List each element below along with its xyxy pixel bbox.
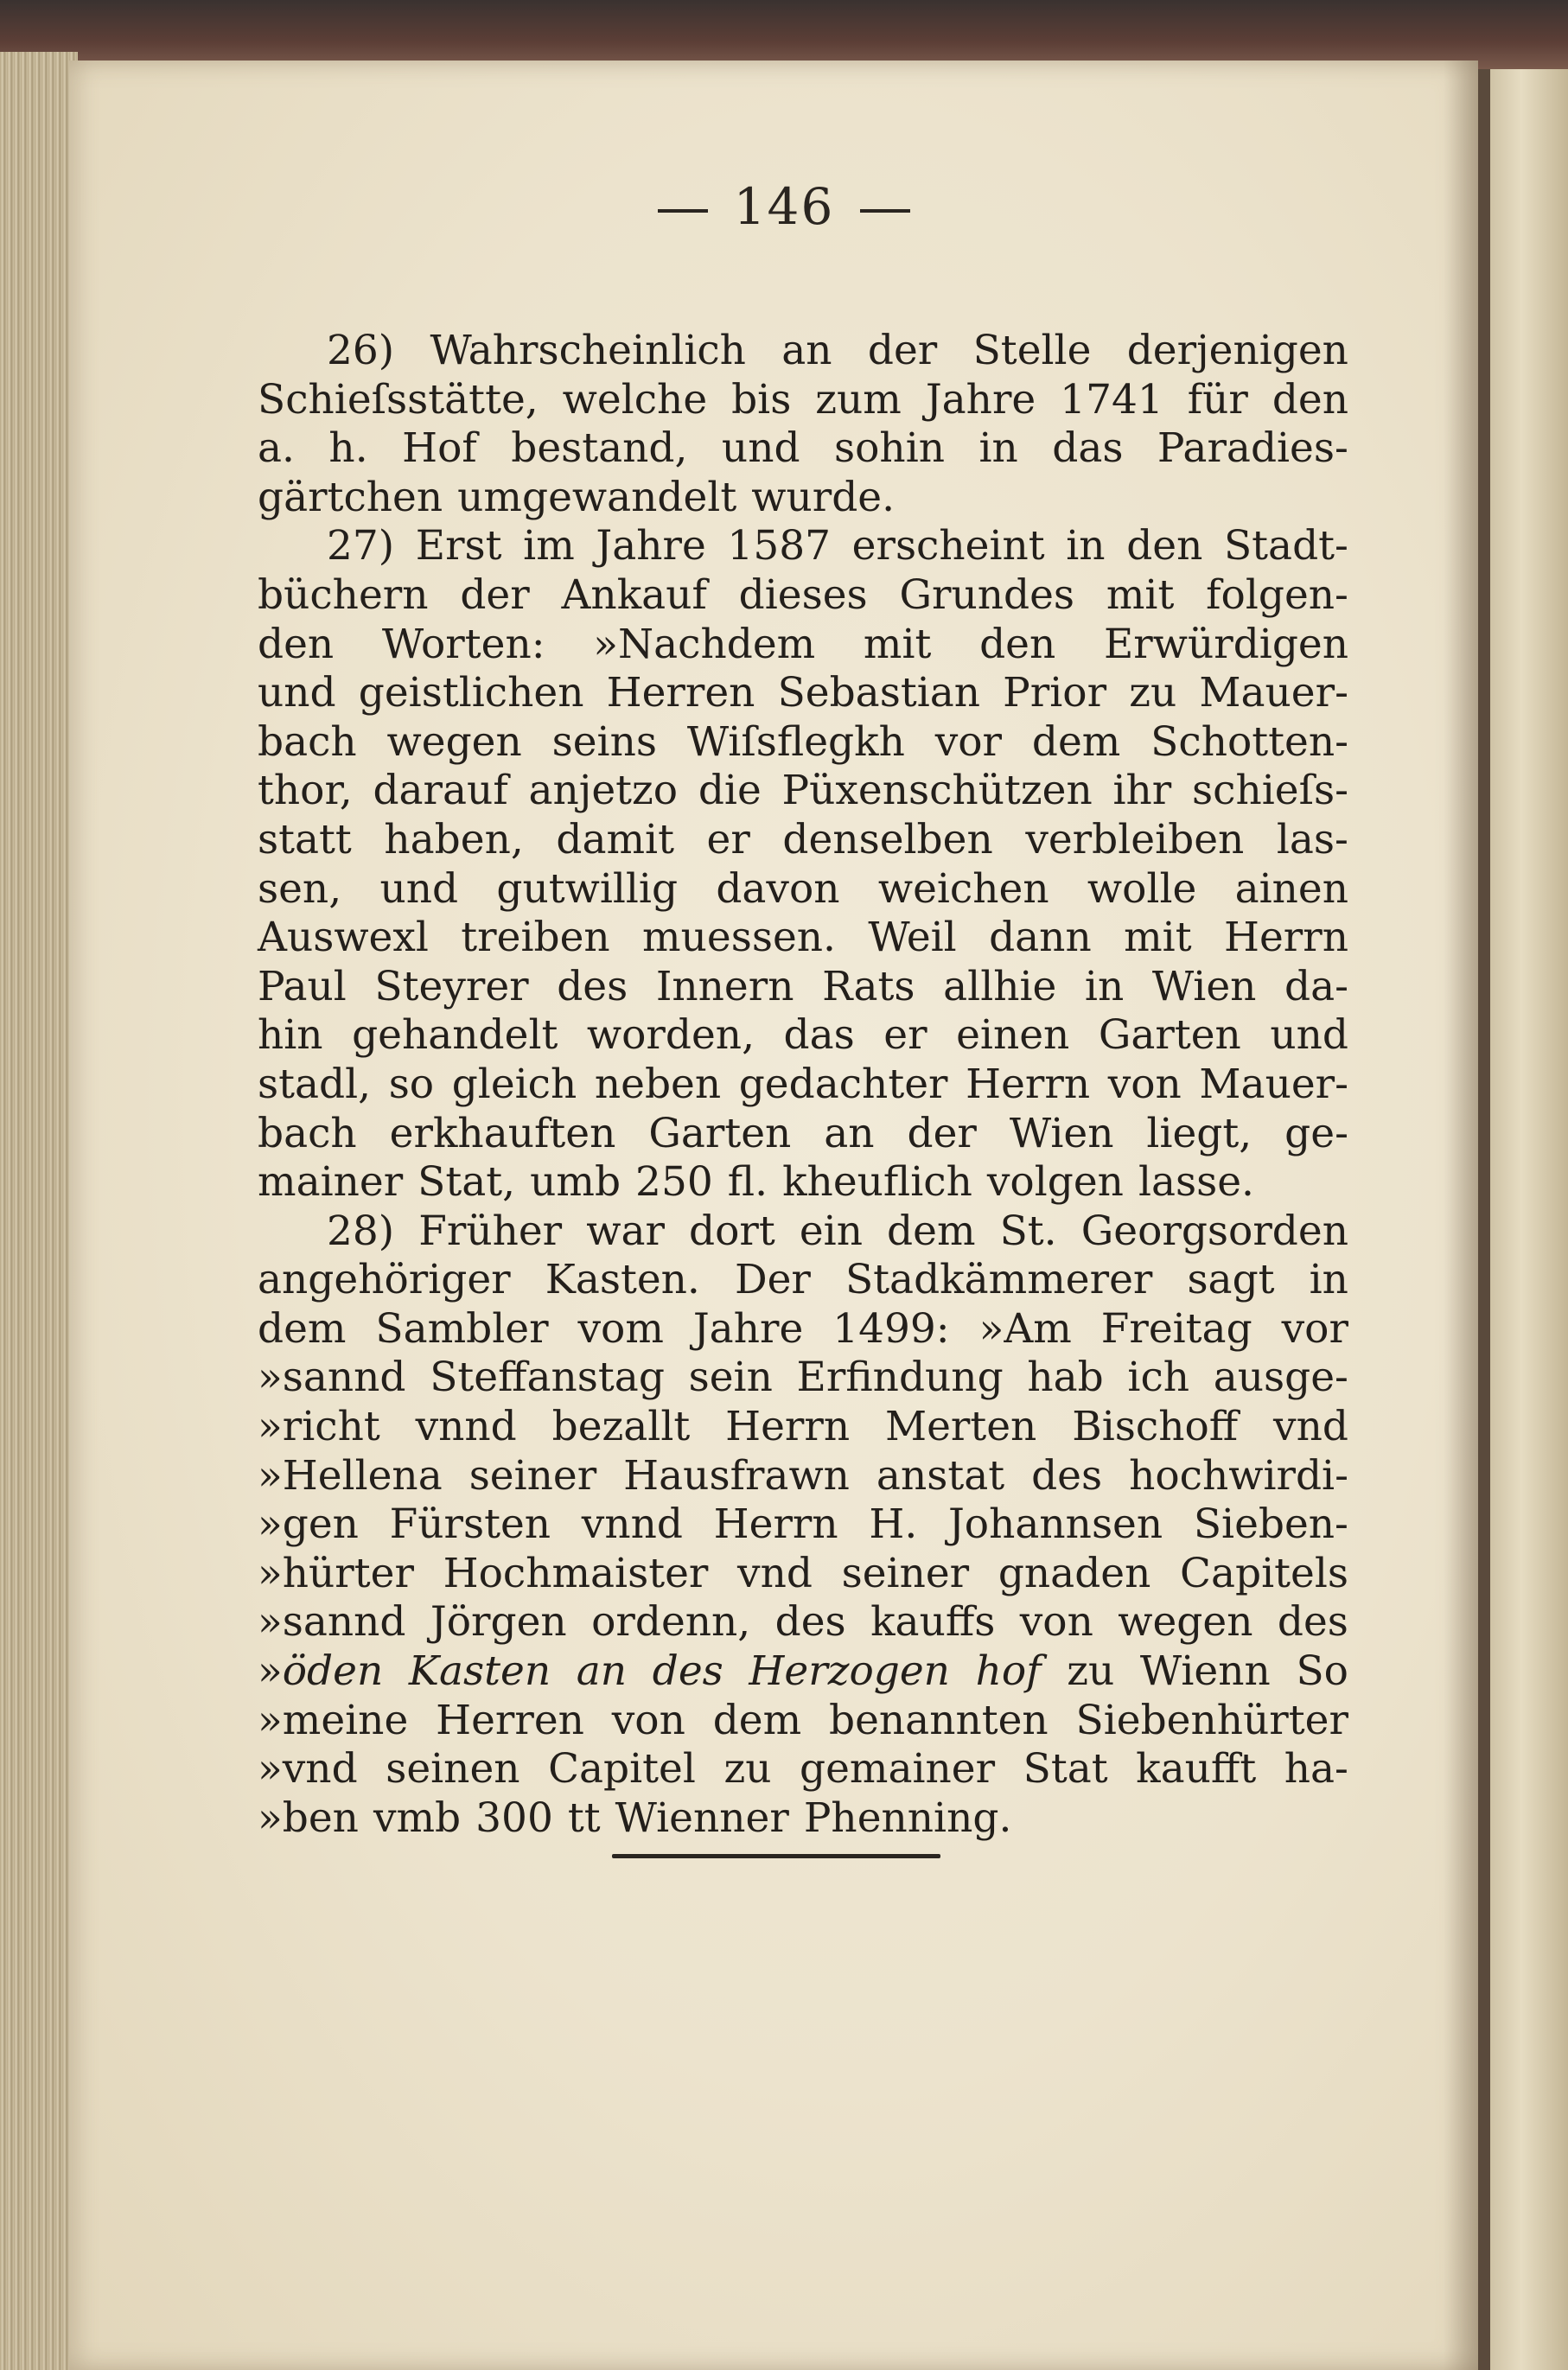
text-line (258, 1110, 1348, 1159)
word: »Nachdem (593, 620, 816, 668)
word: zu (1129, 669, 1177, 717)
text-line (258, 816, 1348, 865)
word: Herrn (1223, 914, 1348, 962)
word: »richt (258, 1403, 380, 1451)
word: statt (258, 815, 352, 863)
text-line (258, 571, 1348, 621)
word: vnnd (415, 1403, 517, 1451)
word: fl. (727, 1158, 768, 1207)
text-line (258, 767, 1348, 816)
word: zu (723, 1745, 772, 1793)
word: Steffanstag (430, 1354, 665, 1402)
word: Herrn (713, 1500, 838, 1549)
word: »meine (258, 1696, 409, 1744)
word: schieſs- (1192, 767, 1348, 815)
word: der (907, 1109, 977, 1157)
word: Siebenhürter (1075, 1696, 1348, 1744)
word: Mauer- (1199, 669, 1348, 717)
word: ha- (1284, 1745, 1348, 1793)
word: Grundes (899, 570, 1075, 619)
word: 1587 (727, 522, 832, 570)
word: Mauer- (1199, 1060, 1348, 1108)
word: Innern (655, 962, 794, 1010)
page-number (0, 177, 1568, 236)
word: Johannsen (947, 1500, 1163, 1549)
text-line (258, 474, 1348, 523)
word: 250 (635, 1158, 713, 1207)
word: Freitag (1100, 1304, 1252, 1353)
word: den (1126, 522, 1203, 570)
text-line (258, 1697, 1348, 1746)
word: Jahre (692, 1304, 804, 1353)
word: »sannd (258, 1598, 406, 1647)
word: da- (1284, 962, 1348, 1010)
word: ihr (1112, 767, 1172, 815)
word: er (883, 1011, 927, 1060)
word: in (1084, 962, 1125, 1010)
word: kauffs (870, 1598, 996, 1647)
word: Garten (648, 1109, 792, 1157)
word: vom (577, 1304, 664, 1353)
word: Hausfrawn (623, 1451, 850, 1500)
word: sein (688, 1354, 773, 1402)
text-line (258, 1011, 1348, 1061)
word: vnd (1273, 1403, 1348, 1451)
word: bach (258, 1109, 357, 1157)
word: welche (562, 375, 708, 424)
word: Kasten. (545, 1256, 700, 1304)
italic-word: Herzogen (749, 1647, 950, 1696)
word: geistlichen (358, 669, 584, 717)
word: so (388, 1060, 435, 1108)
word: gehandelt (352, 1011, 558, 1060)
text-line (258, 1403, 1348, 1452)
word: gutwillig (496, 864, 679, 913)
word: kheuflich (782, 1158, 972, 1207)
word: Schieſsstätte, (258, 375, 539, 424)
word: Ankauf (561, 570, 707, 619)
word: des (557, 962, 628, 1010)
word: der (867, 327, 938, 374)
word: Püxenschützen (781, 767, 1093, 815)
word: des (1031, 1451, 1103, 1500)
word: die (698, 767, 762, 815)
word: mit (863, 620, 932, 668)
text-line (258, 1550, 1348, 1599)
text-line (258, 376, 1348, 425)
word: seins (551, 717, 657, 766)
word: Wienn (1139, 1647, 1271, 1696)
word: sagt (1187, 1256, 1275, 1304)
word: dem (258, 1304, 347, 1353)
word: darauf (373, 767, 508, 815)
word: gleich (451, 1060, 577, 1108)
word: an (781, 327, 832, 374)
word: und (1270, 1011, 1348, 1060)
word: 27) (327, 522, 395, 570)
word: den (258, 620, 335, 668)
spine-shadow (1444, 61, 1478, 2370)
text-line (258, 1452, 1348, 1501)
italic-word: »öden (258, 1647, 384, 1696)
word: büchern (258, 570, 429, 619)
word: kaufft (1136, 1745, 1257, 1793)
italic-word: des (652, 1647, 723, 1696)
word: an (824, 1109, 875, 1157)
text-line (258, 963, 1348, 1012)
page-number-dash-left (658, 209, 708, 213)
word: treiben (461, 914, 610, 962)
text-line (258, 1061, 1348, 1110)
word: ainen (1234, 864, 1348, 913)
text-line (258, 1794, 1348, 1844)
word: Merten (884, 1403, 1037, 1451)
word: von (611, 1696, 685, 1744)
word: gärtchen (258, 473, 443, 521)
word: sohin (834, 424, 946, 473)
word: Bischoff (1072, 1403, 1239, 1451)
word: umb (530, 1158, 621, 1207)
footnotes-text (258, 327, 1348, 1843)
word: 300 (475, 1793, 553, 1842)
text-line (258, 1158, 1348, 1207)
word: wegen (1118, 1598, 1253, 1647)
word: hab (1027, 1354, 1104, 1402)
word: Auswexl (258, 914, 429, 962)
word: lasse. (1138, 1158, 1254, 1207)
word: ordenn, (591, 1598, 751, 1647)
word: allhie (943, 962, 1057, 1010)
word: umgewandelt (457, 473, 737, 521)
word: Schotten- (1151, 717, 1348, 766)
word: bezallt (551, 1403, 691, 1451)
word: Worten: (381, 620, 545, 668)
word: Wahrscheinlich (430, 327, 746, 374)
word: bestand, (511, 424, 688, 473)
left-page-edges (0, 52, 78, 2370)
text-line (258, 522, 1348, 571)
word: Der (734, 1256, 811, 1304)
word: mit (1106, 570, 1175, 619)
word: So (1296, 1647, 1348, 1696)
word: Rats (822, 962, 915, 1010)
word: vor (1281, 1304, 1348, 1353)
word: der (460, 570, 530, 619)
text-line-italic (258, 1647, 1348, 1697)
word: vor (934, 717, 1003, 766)
word: anjetzo (528, 767, 679, 815)
text-line (258, 914, 1348, 963)
word: liegt, (1146, 1109, 1252, 1157)
word: ausge- (1213, 1354, 1348, 1402)
book-binding-top (0, 0, 1568, 69)
word: »hürter (258, 1549, 414, 1597)
word: Sieben- (1193, 1500, 1348, 1549)
word: hochwirdi- (1129, 1451, 1348, 1500)
word: neben (594, 1060, 722, 1108)
text-line (258, 1598, 1348, 1647)
word: Georgsorden (1080, 1207, 1348, 1255)
word: zum (815, 375, 902, 424)
word: sen, (258, 864, 342, 913)
word: seiner (841, 1549, 970, 1597)
word: muessen. (642, 914, 836, 962)
word: Früher (418, 1207, 563, 1255)
text-line (258, 1305, 1348, 1354)
word: Garten (1098, 1011, 1241, 1060)
word: Stadt- (1223, 522, 1348, 570)
word: Herrn (966, 1060, 1091, 1108)
word: wegen (386, 717, 522, 766)
word: St. (999, 1207, 1057, 1255)
word: Capitels (1180, 1549, 1348, 1597)
word: den (1272, 375, 1348, 424)
word: Wien (1009, 1109, 1114, 1157)
word: Wiſsflegkh (686, 717, 905, 766)
word: Prior (1003, 669, 1107, 717)
word: des (774, 1598, 846, 1647)
word: »sannd (258, 1354, 406, 1402)
word: hin (258, 1011, 323, 1060)
word: Jahre (925, 375, 1036, 424)
text-line (258, 1207, 1348, 1257)
word: H. (869, 1500, 918, 1549)
word: des (1277, 1598, 1348, 1647)
word: benannten (829, 1696, 1049, 1744)
word: in (1066, 522, 1106, 570)
word: dieses (738, 570, 868, 619)
word: Jahre (596, 522, 706, 570)
word: dort (689, 1207, 775, 1255)
word: dem (712, 1696, 802, 1744)
word: erkhauften (389, 1109, 616, 1157)
word: denselben (782, 815, 993, 863)
word: »Hellena (258, 1451, 443, 1500)
word: derjenigen (1126, 327, 1348, 374)
word: vmb (373, 1793, 462, 1842)
word: Weil (868, 914, 957, 962)
word: vnnd (581, 1500, 683, 1549)
word: von (1019, 1598, 1093, 1647)
word: zu (1067, 1647, 1115, 1696)
word: dann (989, 914, 1092, 962)
word: Hof (402, 424, 477, 473)
word: für (1187, 375, 1248, 424)
word: einen (956, 1011, 1070, 1060)
word: 1499: (832, 1304, 950, 1353)
word: mit (1124, 914, 1192, 962)
word: wurde. (751, 473, 896, 521)
word: in (1309, 1256, 1348, 1304)
word: haben, (384, 815, 524, 863)
word: Stat (1023, 1745, 1108, 1793)
word: Erst (415, 522, 502, 570)
word: a. (258, 424, 295, 473)
word: gemainer (800, 1745, 996, 1793)
text-line (258, 327, 1348, 376)
word: ge- (1284, 1109, 1348, 1157)
word: war (586, 1207, 665, 1255)
word: seiner (468, 1451, 597, 1500)
word: damit (556, 815, 674, 863)
right-page-edges (1490, 69, 1568, 2370)
word: Herrn (725, 1403, 851, 1451)
word: das (1052, 424, 1124, 473)
word: ich (1127, 1354, 1190, 1402)
word: Phenning. (803, 1793, 1012, 1842)
word: Erwürdigen (1103, 620, 1348, 668)
word: Stadkämmerer (845, 1256, 1153, 1304)
word: »ben (258, 1793, 359, 1842)
text-line (258, 1500, 1348, 1550)
word: Hochmaister (443, 1549, 709, 1597)
word: volgen (986, 1158, 1124, 1207)
word: ein (799, 1207, 863, 1255)
word: Steyrer (374, 962, 529, 1010)
word: worden, (586, 1011, 755, 1060)
word: vnd (737, 1549, 813, 1597)
word: stadl, (258, 1060, 372, 1108)
word: »vnd (258, 1745, 358, 1793)
word: angehöriger (258, 1256, 511, 1304)
word: er (706, 815, 750, 863)
word: h. (328, 424, 368, 473)
word: Sebastian (777, 669, 981, 717)
word: erscheint (851, 522, 1045, 570)
word: und (258, 669, 336, 717)
word: weichen (877, 864, 1049, 913)
word: wolle (1087, 864, 1197, 913)
text-line (258, 621, 1348, 670)
word: Paradies- (1157, 424, 1348, 473)
word: Erfindung (796, 1354, 1004, 1402)
word: 28) (327, 1207, 395, 1255)
word: Wien (1151, 962, 1257, 1010)
word: den (979, 620, 1056, 668)
text-line (258, 1745, 1348, 1794)
word: und (721, 424, 800, 473)
word: in (978, 424, 1018, 473)
word: und (379, 864, 459, 913)
word: Paul (258, 962, 347, 1010)
word: Jörgen (430, 1598, 567, 1647)
word: Stat, (417, 1158, 516, 1207)
word: Capitel (548, 1745, 696, 1793)
word: »Am (978, 1304, 1072, 1353)
word: folgen- (1206, 570, 1348, 619)
word: gnaden (998, 1549, 1151, 1597)
word: gedachter (738, 1060, 948, 1108)
text-line (258, 669, 1348, 718)
word: davon (716, 864, 840, 913)
word: tt (567, 1793, 601, 1842)
word: las- (1276, 815, 1348, 863)
word: Wienner (615, 1793, 789, 1842)
page-number-dash-right (860, 209, 910, 213)
closing-rule (612, 1854, 940, 1858)
word: mainer (258, 1158, 404, 1207)
word: das (783, 1011, 855, 1060)
word: 1741 (1060, 375, 1163, 424)
word: Sambler (375, 1304, 549, 1353)
word: Stelle (972, 327, 1092, 374)
italic-word: Kasten (408, 1647, 551, 1696)
word: seinen (386, 1745, 520, 1793)
word: im (523, 522, 575, 570)
italic-word: an (576, 1647, 628, 1696)
text-line (258, 424, 1348, 474)
word: Herren (606, 669, 755, 717)
word: anstat (876, 1451, 1005, 1500)
word: bis (731, 375, 792, 424)
word: von (1107, 1060, 1182, 1108)
text-line (258, 1256, 1348, 1305)
word: Herren (436, 1696, 584, 1744)
word: verbleiben (1025, 815, 1245, 863)
word: 26) (327, 327, 395, 374)
page-number-value: 146 (733, 177, 835, 236)
word: »gen (258, 1500, 359, 1549)
italic-word: hof (975, 1647, 1042, 1696)
text-line (258, 718, 1348, 768)
word: Fürsten (389, 1500, 551, 1549)
word: dem (887, 1207, 976, 1255)
text-line (258, 865, 1348, 914)
word: thor, (258, 767, 353, 815)
word: bach (258, 717, 357, 766)
text-line (258, 1354, 1348, 1403)
word: dem (1031, 717, 1121, 766)
